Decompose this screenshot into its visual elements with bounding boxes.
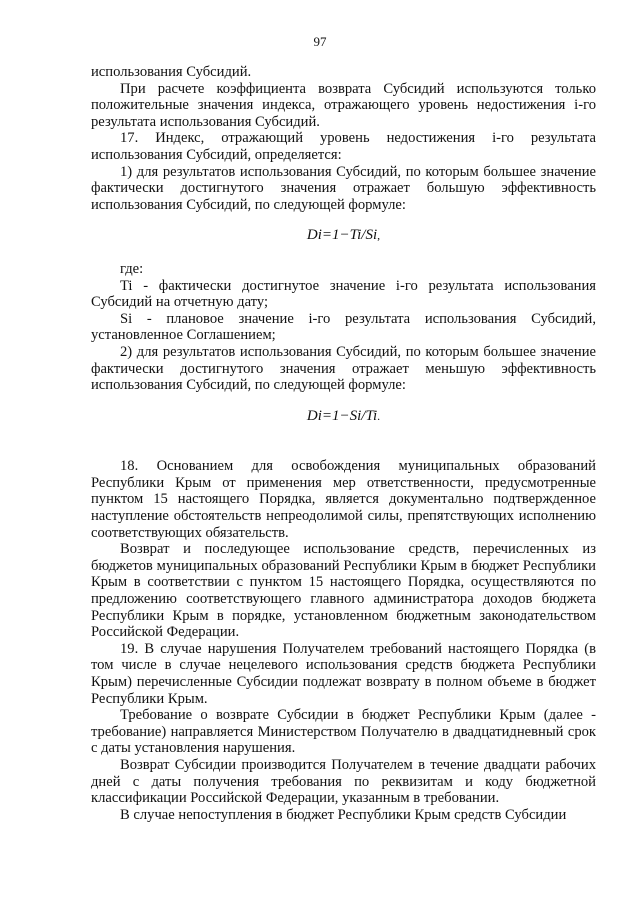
document-body bbox=[91, 64, 596, 823]
paragraph: 2) для результатов использования Субсидий, по которым большее значение фактически достигнутого значения отражает меньшую эффективность использования Субсидий, по следующей формуле: bbox=[91, 343, 596, 394]
paragraph: где: bbox=[120, 260, 144, 277]
formula-expression: Di=1−Si/Ti bbox=[306, 407, 378, 424]
formula-punctuation: , bbox=[377, 228, 381, 243]
paragraph: 17. Индекс, отражающий уровень недостижения i-го результата использования Субсидий, определяется: bbox=[91, 130, 596, 163]
paragraph: Ti - фактически достигнутое значение i-го результата использования Субсидий на отчетную дату; bbox=[91, 277, 596, 311]
paragraph: использования Субсидий. bbox=[91, 64, 252, 80]
paragraph: 19. В случае нарушения Получателем требований настоящего Порядка (в том числе в случае нецелевого использования средств бюджета Республики Крым) перечисленные Субсидии подлежат возврату в полном объеме в бюджет Республики Крым. bbox=[91, 640, 596, 707]
paragraph: 1) для результатов использования Субсидий, по которым большее значение фактически достигнутого значения отражает большую эффективность использования Субсидий, по следующей формуле: bbox=[91, 163, 596, 213]
page-number: 97 bbox=[313, 34, 327, 49]
spacer bbox=[91, 441, 596, 458]
paragraph: Возврат и последующее использование средств, перечисленных из бюджетов муниципальных образований Республики Крым в бюджет Республики Крым в соответствии с пунктом 15 настоящего Порядка, осуществляются по предложению соответствующего главного администратора доходов бюджета Республики Крым в порядке, установленном бюджетным законодательством Российской Федерации. bbox=[91, 541, 596, 641]
formula-1 bbox=[91, 227, 596, 244]
formula-expression: Di=1−Ti/Si bbox=[306, 227, 378, 244]
paragraph: При расчете коэффициента возврата Субсидий используются только положительные значения индекса, отражающего уровень недостижения i-го результата использования Субсидий. bbox=[91, 80, 596, 130]
paragraph: Si - плановое значение i-го результата использования Субсидий, установленное Соглашением; bbox=[91, 310, 596, 344]
formula-2 bbox=[91, 408, 596, 425]
formula-punctuation: . bbox=[377, 408, 381, 423]
paragraph: В случае непоступления в бюджет Республики Крым средств Субсидии bbox=[120, 806, 567, 823]
paragraph: 18. Основанием для освобождения муниципальных образований Республики Крым от применения мер ответственности, предусмотренные пунктом 15 настоящего Порядка, является документально подтвержденное наступление обстоятельств непреодолимой силы, препятствующих исполнению соответствующих обязательств. bbox=[91, 458, 596, 541]
paragraph: Требование о возврате Субсидии в бюджет Республики Крым (далее - требование) направляется Министерством Получателю в двадцатидневный срок с даты установления нарушения. bbox=[91, 707, 596, 757]
paragraph: Возврат Субсидии производится Получателем в течение двадцати рабочих дней с даты получения требования по реквизитам и коду бюджетной классификации Российской Федерации, указанным в требовании. bbox=[91, 756, 596, 807]
